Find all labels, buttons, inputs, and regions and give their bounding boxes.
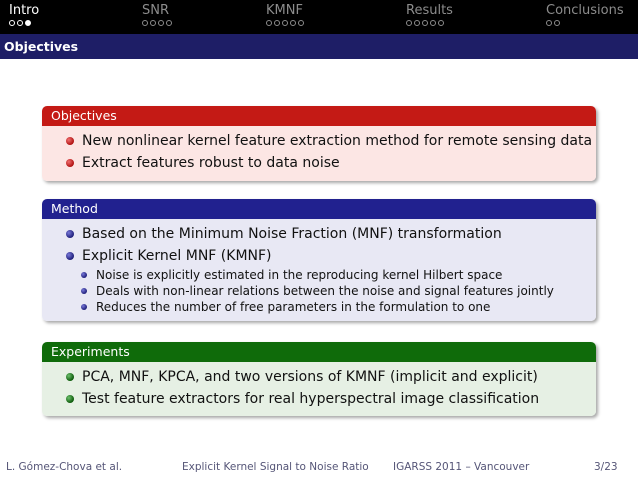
nav-section-title[interactable]: SNR — [142, 3, 170, 18]
objectives-block-title: Objectives — [42, 106, 596, 126]
nav-slide-dots — [266, 20, 304, 27]
nav-section-conclusions[interactable] — [546, 3, 624, 27]
nav-section-snr[interactable] — [142, 3, 172, 27]
slide-dot[interactable] — [430, 20, 436, 26]
list-item: PCA, MNF, KPCA, and two versions of KMNF (implicit and explicit) — [64, 366, 588, 388]
objectives-block — [42, 106, 596, 181]
frame-title: Objectives — [4, 39, 79, 54]
experiments-block-body — [42, 362, 596, 416]
slide-dot[interactable] — [166, 20, 172, 26]
footer-talk-title: Explicit Kernel Signal to Noise Ratio — [182, 461, 369, 473]
footer-page-number: 3/23 — [594, 461, 618, 473]
nav-slide-dots — [9, 20, 39, 27]
objectives-list — [64, 130, 593, 174]
slide-dot[interactable] — [274, 20, 280, 26]
slide-dot[interactable] — [9, 20, 15, 26]
slide-dot[interactable] — [438, 20, 444, 26]
nav-section-title[interactable]: Conclusions — [546, 3, 624, 18]
slide-dot[interactable] — [422, 20, 428, 26]
nav-slide-dots — [142, 20, 172, 27]
slide-dot[interactable] — [158, 20, 164, 26]
current-slide-dot[interactable] — [25, 20, 31, 26]
list-item: Explicit Kernel MNF (KMNF) — [64, 245, 588, 267]
nav-section-title[interactable]: KMNF — [266, 3, 303, 18]
section-navigation-bar — [0, 0, 638, 34]
slide-dot[interactable] — [142, 20, 148, 26]
nav-section-title[interactable]: Results — [406, 3, 453, 18]
experiments-list — [64, 366, 588, 410]
slide-dot[interactable] — [554, 20, 560, 26]
slide-dot[interactable] — [546, 20, 552, 26]
method-block — [42, 199, 596, 321]
sub-list-item: Reduces the number of free parameters in the formulation to one — [78, 299, 588, 315]
footer-author: L. Gómez-Chova et al. — [6, 461, 123, 473]
slide-dot[interactable] — [298, 20, 304, 26]
slide-dot[interactable] — [282, 20, 288, 26]
sub-list-item: Noise is explicitly estimated in the reproducing kernel Hilbert space — [78, 267, 588, 283]
experiments-block-title: Experiments — [42, 342, 596, 362]
nav-slide-dots — [406, 20, 453, 27]
slide-footer — [0, 461, 638, 477]
slide-dot[interactable] — [290, 20, 296, 26]
slide-dot[interactable] — [406, 20, 412, 26]
method-sublist — [64, 267, 588, 315]
objectives-block-body — [42, 126, 596, 181]
list-item: New nonlinear kernel feature extraction method for remote sensing data — [64, 130, 588, 152]
list-item: Test feature extractors for real hyperspectral image classification — [64, 388, 588, 410]
nav-section-kmnf[interactable] — [266, 3, 304, 27]
method-list — [64, 223, 588, 267]
nav-section-results[interactable] — [406, 3, 453, 27]
method-block-body — [42, 219, 596, 321]
footer-venue: IGARSS 2011 – Vancouver — [393, 461, 530, 473]
list-item: Based on the Minimum Noise Fraction (MNF) transformation — [64, 223, 588, 245]
slide-dot[interactable] — [266, 20, 272, 26]
slide-dot[interactable] — [17, 20, 23, 26]
frame-title-bar — [0, 34, 638, 59]
slide-dot[interactable] — [414, 20, 420, 26]
experiments-block — [42, 342, 596, 416]
nav-slide-dots — [546, 20, 624, 27]
method-block-title: Method — [42, 199, 596, 219]
nav-section-intro[interactable] — [9, 3, 39, 27]
list-item: Extract features robust to data noise — [64, 152, 588, 174]
nav-section-title[interactable]: Intro — [9, 3, 40, 18]
sub-list-item: Deals with non-linear relations between the noise and signal features jointly — [78, 283, 588, 299]
slide-dot[interactable] — [150, 20, 156, 26]
